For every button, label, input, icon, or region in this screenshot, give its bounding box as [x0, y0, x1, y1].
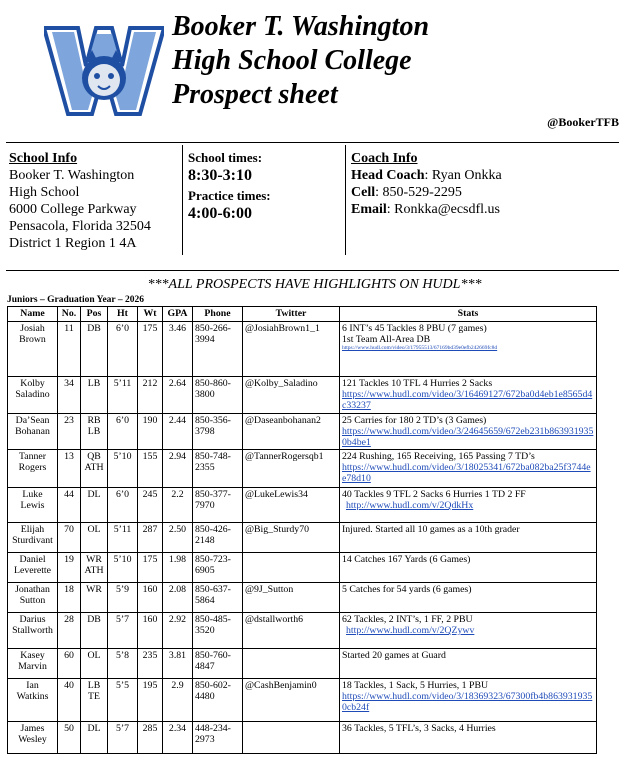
- player-gpa: 2.94: [163, 450, 193, 488]
- stats-text: 62 Tackles, 2 INT’s, 1 FF, 2 PBU: [342, 614, 473, 625]
- player-gpa: 2.50: [163, 523, 193, 553]
- player-position: DL: [81, 722, 108, 754]
- player-weight: 287: [138, 523, 163, 553]
- table-row: [8, 553, 597, 583]
- player-number: 34: [58, 377, 81, 414]
- stats-text: 14 Catches 167 Yards (6 Games): [342, 554, 471, 565]
- player-name: Luke Lewis: [8, 488, 58, 523]
- player-phone: 850-266-3994: [193, 322, 243, 377]
- table-row: [8, 722, 597, 754]
- player-phone: 850-637-5864: [193, 583, 243, 613]
- player-stats: [340, 414, 597, 450]
- school-info-line: District 1 Region 1 4A: [9, 236, 137, 251]
- player-height: 5’7: [108, 722, 138, 754]
- player-phone: 448-234-2973: [193, 722, 243, 754]
- player-weight: 160: [138, 583, 163, 613]
- player-phone: 850-377-7970: [193, 488, 243, 523]
- divider-bottom: [6, 270, 619, 271]
- player-number: 44: [58, 488, 81, 523]
- player-twitter: @dstallworth6: [243, 613, 340, 649]
- hudl-link[interactable]: http://www.hudl.com/v/2QZywv: [346, 625, 475, 636]
- player-position: RB LB: [81, 414, 108, 450]
- player-gpa: 1.98: [163, 553, 193, 583]
- player-position: QB ATH: [81, 450, 108, 488]
- player-weight: 212: [138, 377, 163, 414]
- stats-text: 18 Tackles, 1 Sack, 5 Hurries, 1 PBU: [342, 680, 489, 691]
- player-twitter: @Daseanbohanan2: [243, 414, 340, 450]
- player-position: LB: [81, 377, 108, 414]
- player-weight: 160: [138, 613, 163, 649]
- column-header-pos: Pos: [81, 307, 108, 322]
- player-name: Darius Stallworth: [8, 613, 58, 649]
- player-height: 5’9: [108, 583, 138, 613]
- hudl-link[interactable]: https://www.hudl.com/video/3/16469127/672ba0d4eb1e8565d4c33237: [342, 389, 593, 411]
- player-position: OL: [81, 649, 108, 679]
- player-number: 23: [58, 414, 81, 450]
- player-twitter: @TannerRogersqb1: [243, 450, 340, 488]
- player-stats: [340, 523, 597, 553]
- player-number: 11: [58, 322, 81, 377]
- player-stats: [340, 722, 597, 754]
- player-phone: 850-748-2355: [193, 450, 243, 488]
- hudl-link[interactable]: https://www.hudl.com/video/3/24645659/672eb231b8639319350b4be1: [342, 426, 594, 448]
- table-row: [8, 450, 597, 488]
- table-row: [8, 414, 597, 450]
- player-stats: [340, 649, 597, 679]
- player-phone: 850-485-3520: [193, 613, 243, 649]
- player-stats: [340, 322, 597, 377]
- player-stats: [340, 679, 597, 722]
- column-header-gpa: GPA: [163, 307, 193, 322]
- table-row: [8, 523, 597, 553]
- player-name: James Wesley: [8, 722, 58, 754]
- school-logo: [44, 26, 164, 116]
- player-number: 60: [58, 649, 81, 679]
- player-height: 6’0: [108, 488, 138, 523]
- stats-text: 25 Carries for 180 2 TD’s (3 Games): [342, 415, 487, 426]
- player-gpa: 3.81: [163, 649, 193, 679]
- player-weight: 190: [138, 414, 163, 450]
- hudl-link[interactable]: https://www.hudl.com/video/3/18025341/672ba082ba25f3744ee78d10: [342, 462, 591, 484]
- player-phone: 850-356-3798: [193, 414, 243, 450]
- player-weight: 245: [138, 488, 163, 523]
- table-row: [8, 322, 597, 377]
- player-stats: [340, 377, 597, 414]
- school-info: [9, 150, 151, 252]
- divider-v1: [182, 145, 183, 255]
- player-twitter: @CashBenjamin0: [243, 679, 340, 722]
- player-position: WR ATH: [81, 553, 108, 583]
- school-info-line: Booker T. Washington: [9, 168, 135, 183]
- hudl-link[interactable]: http://www.hudl.com/v/2QdkHx: [346, 500, 474, 511]
- player-position: OL: [81, 523, 108, 553]
- column-header-ht: Ht: [108, 307, 138, 322]
- roster-table: [7, 306, 597, 754]
- player-gpa: 2.64: [163, 377, 193, 414]
- table-row: [8, 679, 597, 722]
- player-stats: [340, 553, 597, 583]
- player-number: 18: [58, 583, 81, 613]
- table-row: [8, 377, 597, 414]
- stats-text: Started 20 games at Guard: [342, 650, 446, 661]
- player-weight: 195: [138, 679, 163, 722]
- player-position: DL: [81, 488, 108, 523]
- player-name: Daniel Leverette: [8, 553, 58, 583]
- divider-v2: [345, 145, 346, 255]
- player-phone: 850-860-3800: [193, 377, 243, 414]
- player-name: Elijah Sturdivant: [8, 523, 58, 553]
- stats-text-secondary: 1st Team All-Area DB: [342, 334, 431, 345]
- head-coach: Head Coach: Ryan Onkka: [351, 168, 502, 183]
- column-header-wt: Wt: [138, 307, 163, 322]
- player-position: WR: [81, 583, 108, 613]
- table-row: [8, 649, 597, 679]
- player-twitter: [243, 722, 340, 754]
- player-twitter: @LukeLewis34: [243, 488, 340, 523]
- stats-text: 121 Tackles 10 TFL 4 Hurries 2 Sacks: [342, 378, 493, 389]
- player-height: 5’10: [108, 450, 138, 488]
- column-header-twitter: Twitter: [243, 307, 340, 322]
- hudl-link[interactable]: https://www.hudl.com/video/3/17955513/67169bd39e0efb242669fc8d: [342, 345, 498, 351]
- player-gpa: 2.44: [163, 414, 193, 450]
- player-name: Ian Watkins: [8, 679, 58, 722]
- stats-text: 36 Tackles, 5 TFL’s, 3 Sacks, 4 Hurries: [342, 723, 496, 734]
- player-stats: [340, 613, 597, 649]
- title-line-1: Booker T. Washington: [172, 11, 430, 42]
- player-gpa: 2.08: [163, 583, 193, 613]
- title-line-3: Prospect sheet: [172, 79, 338, 110]
- player-gpa: 2.2: [163, 488, 193, 523]
- highlights-banner: ***ALL PROSPECTS HAVE HIGHLIGHTS ON HUDL***: [147, 277, 482, 292]
- player-height: 6’0: [108, 322, 138, 377]
- player-height: 5’10: [108, 553, 138, 583]
- player-twitter: @JosiahBrown1_1: [243, 322, 340, 377]
- player-phone: 850-602-4480: [193, 679, 243, 722]
- player-height: 5’5: [108, 679, 138, 722]
- school-info-heading: School Info: [9, 151, 78, 166]
- column-header-phone: Phone: [193, 307, 243, 322]
- stats-text: 224 Rushing, 165 Receiving, 165 Passing 7 TD’s: [342, 451, 535, 462]
- player-phone: 850-760-4847: [193, 649, 243, 679]
- column-header-no: No.: [58, 307, 81, 322]
- player-gpa: 2.9: [163, 679, 193, 722]
- hudl-link[interactable]: https://www.hudl.com/video/3/18369323/67300fb4b8639319350cb24f: [342, 691, 593, 713]
- column-header-stats: Stats: [340, 307, 597, 322]
- player-position: DB: [81, 613, 108, 649]
- player-stats: [340, 488, 597, 523]
- player-number: 28: [58, 613, 81, 649]
- player-stats: [340, 450, 597, 488]
- player-name: Josiah Brown: [8, 322, 58, 377]
- school-info-line: High School: [9, 185, 80, 200]
- player-number: 50: [58, 722, 81, 754]
- player-stats: [340, 583, 597, 613]
- player-twitter: [243, 553, 340, 583]
- player-number: 19: [58, 553, 81, 583]
- stats-text: 40 Tackles 9 TFL 2 Sacks 6 Hurries 1 TD 2 FF: [342, 489, 526, 500]
- coach-cell: Cell: 850-529-2295: [351, 185, 462, 200]
- player-name: Kolby Saladino: [8, 377, 58, 414]
- table-header-row: [8, 307, 597, 322]
- practice-times-value: 4:00-6:00: [188, 205, 252, 222]
- school-times-label: School times:: [188, 150, 263, 165]
- twitter-handle: @BookerTFB: [547, 115, 619, 129]
- player-name: Tanner Rogers: [8, 450, 58, 488]
- player-phone: 850-723-6905: [193, 553, 243, 583]
- player-name: Kasey Marvin: [8, 649, 58, 679]
- player-gpa: 3.46: [163, 322, 193, 377]
- player-position: LB TE: [81, 679, 108, 722]
- player-height: 5’7: [108, 613, 138, 649]
- table-row: [8, 613, 597, 649]
- page-title: [172, 10, 612, 112]
- class-label: Juniors – Graduation Year – 2026: [7, 295, 144, 305]
- player-height: 5’11: [108, 523, 138, 553]
- player-weight: 235: [138, 649, 163, 679]
- player-number: 13: [58, 450, 81, 488]
- school-info-line: Pensacola, Florida 32504: [9, 219, 151, 234]
- player-weight: 285: [138, 722, 163, 754]
- player-name: Da’Sean Bohanan: [8, 414, 58, 450]
- player-weight: 175: [138, 322, 163, 377]
- player-number: 70: [58, 523, 81, 553]
- player-twitter: @Kolby_Saladino: [243, 377, 340, 414]
- table-row: [8, 488, 597, 523]
- player-name: Jonathan Sutton: [8, 583, 58, 613]
- player-weight: 175: [138, 553, 163, 583]
- title-line-2: High School College: [172, 45, 412, 76]
- stats-text: Injured. Started all 10 games as a 10th grader: [342, 524, 520, 535]
- coach-info-heading: Coach Info: [351, 151, 418, 166]
- player-gpa: 2.92: [163, 613, 193, 649]
- player-twitter: @9J_Sutton: [243, 583, 340, 613]
- column-header-name: Name: [8, 307, 58, 322]
- player-gpa: 2.34: [163, 722, 193, 754]
- player-weight: 155: [138, 450, 163, 488]
- player-height: 5’11: [108, 377, 138, 414]
- practice-times-label: Practice times:: [188, 188, 271, 203]
- player-twitter: [243, 649, 340, 679]
- player-height: 5’8: [108, 649, 138, 679]
- divider-top: [6, 142, 619, 143]
- coach-email: Email: Ronkka@ecsdfl.us: [351, 202, 500, 217]
- player-number: 40: [58, 679, 81, 722]
- player-position: DB: [81, 322, 108, 377]
- stats-text: 5 Catches for 54 yards (6 games): [342, 584, 472, 595]
- player-phone: 850-426-2148: [193, 523, 243, 553]
- school-times-value: 8:30-3:10: [188, 167, 252, 184]
- player-height: 6’0: [108, 414, 138, 450]
- player-twitter: @Big_Sturdy70: [243, 523, 340, 553]
- stats-text: 6 INT’s 45 Tackles 8 PBU (7 games): [342, 323, 487, 334]
- school-info-line: 6000 College Parkway: [9, 202, 137, 217]
- table-row: [8, 583, 597, 613]
- coach-info: [351, 150, 502, 218]
- times-info: [188, 150, 271, 226]
